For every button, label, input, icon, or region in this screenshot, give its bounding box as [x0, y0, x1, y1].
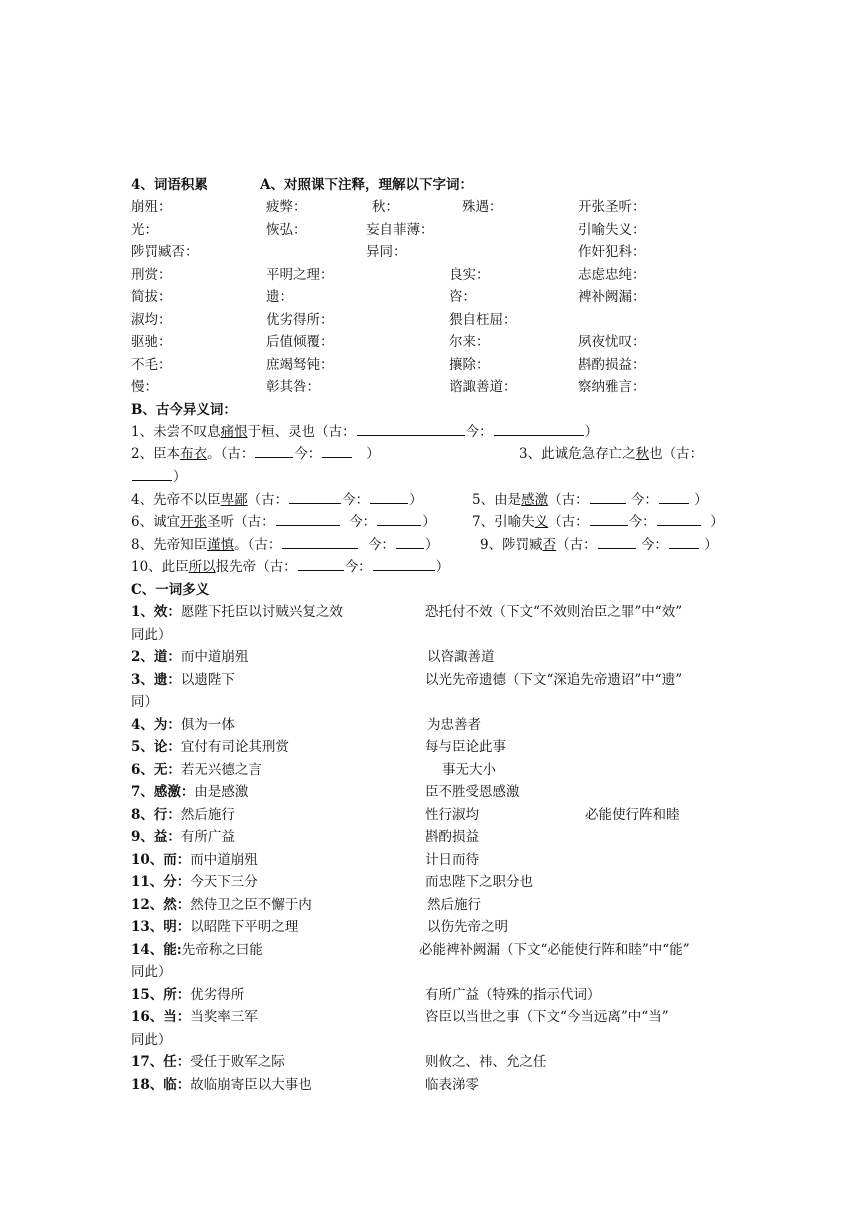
vocab-item: 开张圣听：	[578, 199, 646, 215]
polysemy-item: 7、感激：由是感激 臣不胜受恩感激	[131, 784, 520, 800]
vocab-item: 殊遇：	[462, 199, 503, 215]
vocab-item: 妄自菲薄：	[366, 222, 434, 238]
polysemy-item: 4、为：俱为一体 为忠善者	[131, 717, 481, 733]
blank-field[interactable]	[494, 421, 584, 436]
polysemy-item: 2、道：而中道崩殂 以咨諏善道	[131, 649, 495, 665]
vocab-item: 尔来：	[449, 334, 490, 350]
vocab-item: 疲弊：	[266, 199, 307, 215]
vocab-item: 秋：	[372, 199, 399, 215]
vocab-item: 恢弘：	[266, 222, 307, 238]
vocab-item: 裨补阙漏：	[578, 289, 646, 305]
blank-field[interactable]	[373, 556, 435, 571]
blank-field[interactable]	[659, 489, 689, 504]
vocab-row	[0, 196, 860, 218]
blank-field[interactable]	[276, 511, 340, 526]
vocab-item: 志虑忠纯：	[578, 267, 646, 283]
blank-field[interactable]	[289, 489, 341, 504]
gujin-item: 8、先帝知臣谨慎。（古： 今： ） 9、陟罚臧否（古： 今： ）	[0, 534, 860, 556]
section-4-title: 4、词语积累	[131, 177, 208, 193]
vocab-row	[0, 309, 860, 331]
vocab-row	[0, 286, 860, 308]
vocab-item: 简拔：	[131, 289, 172, 305]
vocab-item: 遗：	[266, 289, 293, 305]
section-b-title: B、古今异义词：	[131, 402, 237, 418]
polysemy-item: 3、遗：以遗陛下 以光先帝遗德（下文“深追先帝遗诏”中“遗”	[131, 672, 683, 688]
vocab-row	[0, 264, 860, 286]
vocab-item: 崩殂：	[131, 199, 172, 215]
vocab-row	[0, 376, 860, 398]
section-a-title: A、对照课下注释，理解以下字词：	[260, 177, 473, 193]
underlined-word: 痛恨	[220, 424, 248, 440]
blank-field[interactable]	[282, 534, 358, 549]
gujin-item: 2、臣本布衣。（古： 今： ） 3、此诚危急存亡之秋也（古：	[0, 443, 860, 465]
vocab-item: 良实：	[449, 267, 490, 283]
polysemy-item: 1、效：愿陛下托臣以讨贼兴复之效 恐托付不效（下文“不效则治臣之罪”中“效”	[131, 604, 683, 620]
vocab-item: 庶竭驽钝：	[266, 357, 334, 373]
polysemy-item: 10、而：而中道崩殂 计日而待	[131, 852, 479, 868]
vocab-item: 异同：	[366, 244, 407, 260]
blank-field[interactable]	[255, 443, 293, 458]
polysemy-item: 8、行：然后施行 性行淑均 必能使行阵和睦	[131, 807, 680, 823]
polysemy-item: 12、然：然侍卫之臣不懈于内 然后施行	[131, 897, 481, 913]
vocab-item: 不毛：	[131, 357, 172, 373]
underlined-word: 卑鄙	[220, 492, 248, 508]
underlined-word: 否	[542, 537, 557, 553]
blank-field[interactable]	[298, 556, 344, 571]
blank-field[interactable]	[370, 489, 408, 504]
polysemy-item: 9、益：有所广益 斟酌损益	[131, 829, 479, 845]
vocab-item: 平明之理：	[266, 267, 334, 283]
blank-field[interactable]	[590, 511, 628, 526]
vocab-item: 陟罚臧否：	[131, 244, 199, 260]
polysemy-item: 16、当：当奖率三军 咨臣以当世之事（下文“今当远离”中“当”	[131, 1009, 669, 1025]
vocab-item: 慢：	[131, 379, 158, 395]
polysemy-item: 17、任：受任于败军之际 则攸之、祎、允之任	[131, 1054, 547, 1070]
polysemy-item: 18、临：故临崩寄臣以大事也 临表涕零	[131, 1077, 479, 1093]
vocab-item: 驱驰：	[131, 334, 172, 350]
vocab-item: 刑赏：	[131, 267, 172, 283]
vocab-item: 彰其咎：	[266, 379, 320, 395]
vocab-item: 光：	[131, 222, 158, 238]
blank-field[interactable]	[396, 534, 424, 549]
vocab-item: 谘諏善道：	[449, 379, 517, 395]
polysemy-item: 14、能:先帝称之曰能 必能裨补阙漏（下文“必能使行阵和睦”中“能”	[131, 942, 690, 958]
vocab-item: 作奸犯科：	[578, 244, 646, 260]
blank-field[interactable]	[598, 534, 636, 549]
vocab-row	[0, 354, 860, 376]
vocab-item: 察纳雅言：	[578, 379, 646, 395]
underlined-word: 义	[534, 514, 549, 530]
vocab-row	[0, 241, 860, 263]
vocab-item: 后值倾覆：	[266, 334, 334, 350]
vocab-item: 咨：	[449, 289, 476, 305]
polysemy-item: 15、所：优劣得所 有所广益（特殊的指示代词）	[131, 987, 601, 1003]
gujin-item: 6、诚宜开张圣听（古： 今： ） 7、引喻失义（古： 今： ）	[0, 511, 860, 533]
vocab-row	[0, 219, 860, 241]
blank-field[interactable]	[377, 511, 421, 526]
blank-field[interactable]	[669, 534, 699, 549]
vocab-item: 引喻失义：	[578, 222, 646, 238]
underlined-word: 秋	[635, 446, 650, 462]
underlined-word: 感激	[521, 492, 549, 508]
blank-field[interactable]	[132, 466, 172, 481]
polysemy-item: 6、无：若无兴德之言 事无大小	[131, 762, 496, 778]
gujin-item: 10、此臣所以报先帝（古： 今： ）	[0, 556, 860, 578]
vocab-item: 攘除：	[449, 357, 490, 373]
gujin-item: 1、未尝不叹息痛恨于桓、灵也（古： 今： ）	[0, 421, 860, 443]
underlined-word: 布衣	[180, 446, 208, 462]
polysemy-item: 5、论：宜付有司论其刑赏 每与臣论此事	[131, 739, 506, 755]
blank-field[interactable]	[322, 443, 352, 458]
blank-field[interactable]	[657, 511, 701, 526]
underlined-word: 谨慎	[207, 537, 235, 553]
gujin-item-cont: ）	[0, 466, 860, 488]
vocab-item: 淑均：	[131, 312, 172, 328]
underlined-word: 开张	[180, 514, 208, 530]
vocab-row	[0, 331, 860, 353]
blank-field[interactable]	[357, 421, 465, 436]
section-c-title: C、一词多义	[131, 582, 210, 598]
polysemy-item: 13、明：以昭陛下平明之理 以伤先帝之明	[131, 919, 508, 935]
gujin-item: 4、先帝不以臣卑鄙（古： 今： ） 5、由是感激（古： 今： ）	[0, 489, 860, 511]
vocab-item: 夙夜忧叹：	[578, 334, 646, 350]
blank-field[interactable]	[590, 489, 626, 504]
underlined-word: 所以	[188, 559, 216, 575]
document-page: 4、词语积累 A、对照课下注释，理解以下字词： 崩殂： 疲弊： 秋： 殊遇： 开张圣听： 光： 恢弘： 妄自菲薄： 引喻失义： 陟罚臧否： 异同： 作奸犯科： 刑赏： 平明之理： 良实： 志虑忠纯： 简拔： 遗： 咨： 裨补阙漏： 淑均： 优劣得所： 猥自枉屈： 驱驰： 后值倾覆： 尔来： 夙夜忧叹： 不毛： 庶竭驽钝： 攘除： 斟酌损益： 慢： 彰其咎： 谘諏善道： 察纳雅言： B、古今异义词： 1、未尝不叹息痛恨于桓、灵也（古： 今： ） 2、臣本布衣。（古： 今： ） 3、此诚危急存亡之秋也（古： ） 4、先帝不以臣卑鄙（古： 今： ） 5、由是感激（古： 今： ） 6、诚宜开张圣听（古： 今： ） 7、引喻失义（古： 今： ） 8、先帝知臣谨慎。（古： 今： ） 9、陟罚臧否（古： 今： ） 10、此臣所以报先帝（古： 今： ） C、一词多义 1、效：愿陛下托臣以讨贼兴复之效 恐托付不效（下文“不效则治臣之罪”中“效” 同此） 2、道：而中道崩殂 以咨諏善道 3、遗：以遗陛下 以光先帝遗德（下文“深追先帝遗诏”中“遗” 同） 4、为：俱为一体 为忠善者 5、论：宜付有司论其刑赏 每与臣论此事 6、无：若无兴德之言 事无大小 7、感激：由是感激 臣不胜受恩感激 8、行：然后施行 性行淑均 必能使行阵和睦 9、益：有所广益 斟酌损益 10、而：而中道崩殂 计日而待 11、分：今天下三分 而忠陛下之职分也 12、然：然侍卫之臣不懈于内 然后施行 13、明：以昭陛下平明之理 以伤先帝之明 14、能:先帝称之曰能 必能裨补阙漏（下文“必能使行阵和睦”中“能” 同此） 15、所：优劣得所 有所广益（特殊的指示代词） 16、当：当奖率三军 咨臣以当世之事（下文“今当远离”中“当” 同此） 17、任：受任于败军之际 则攸之、祎、允之任 18、临：故临崩寄臣以大事也 临表涕零	[0, 0, 860, 1216]
polysemy-item: 11、分：今天下三分 而忠陛下之职分也	[131, 874, 533, 890]
vocab-item: 斟酌损益：	[578, 357, 646, 373]
vocab-item: 优劣得所：	[266, 312, 334, 328]
vocab-item: 猥自枉屈：	[449, 312, 517, 328]
